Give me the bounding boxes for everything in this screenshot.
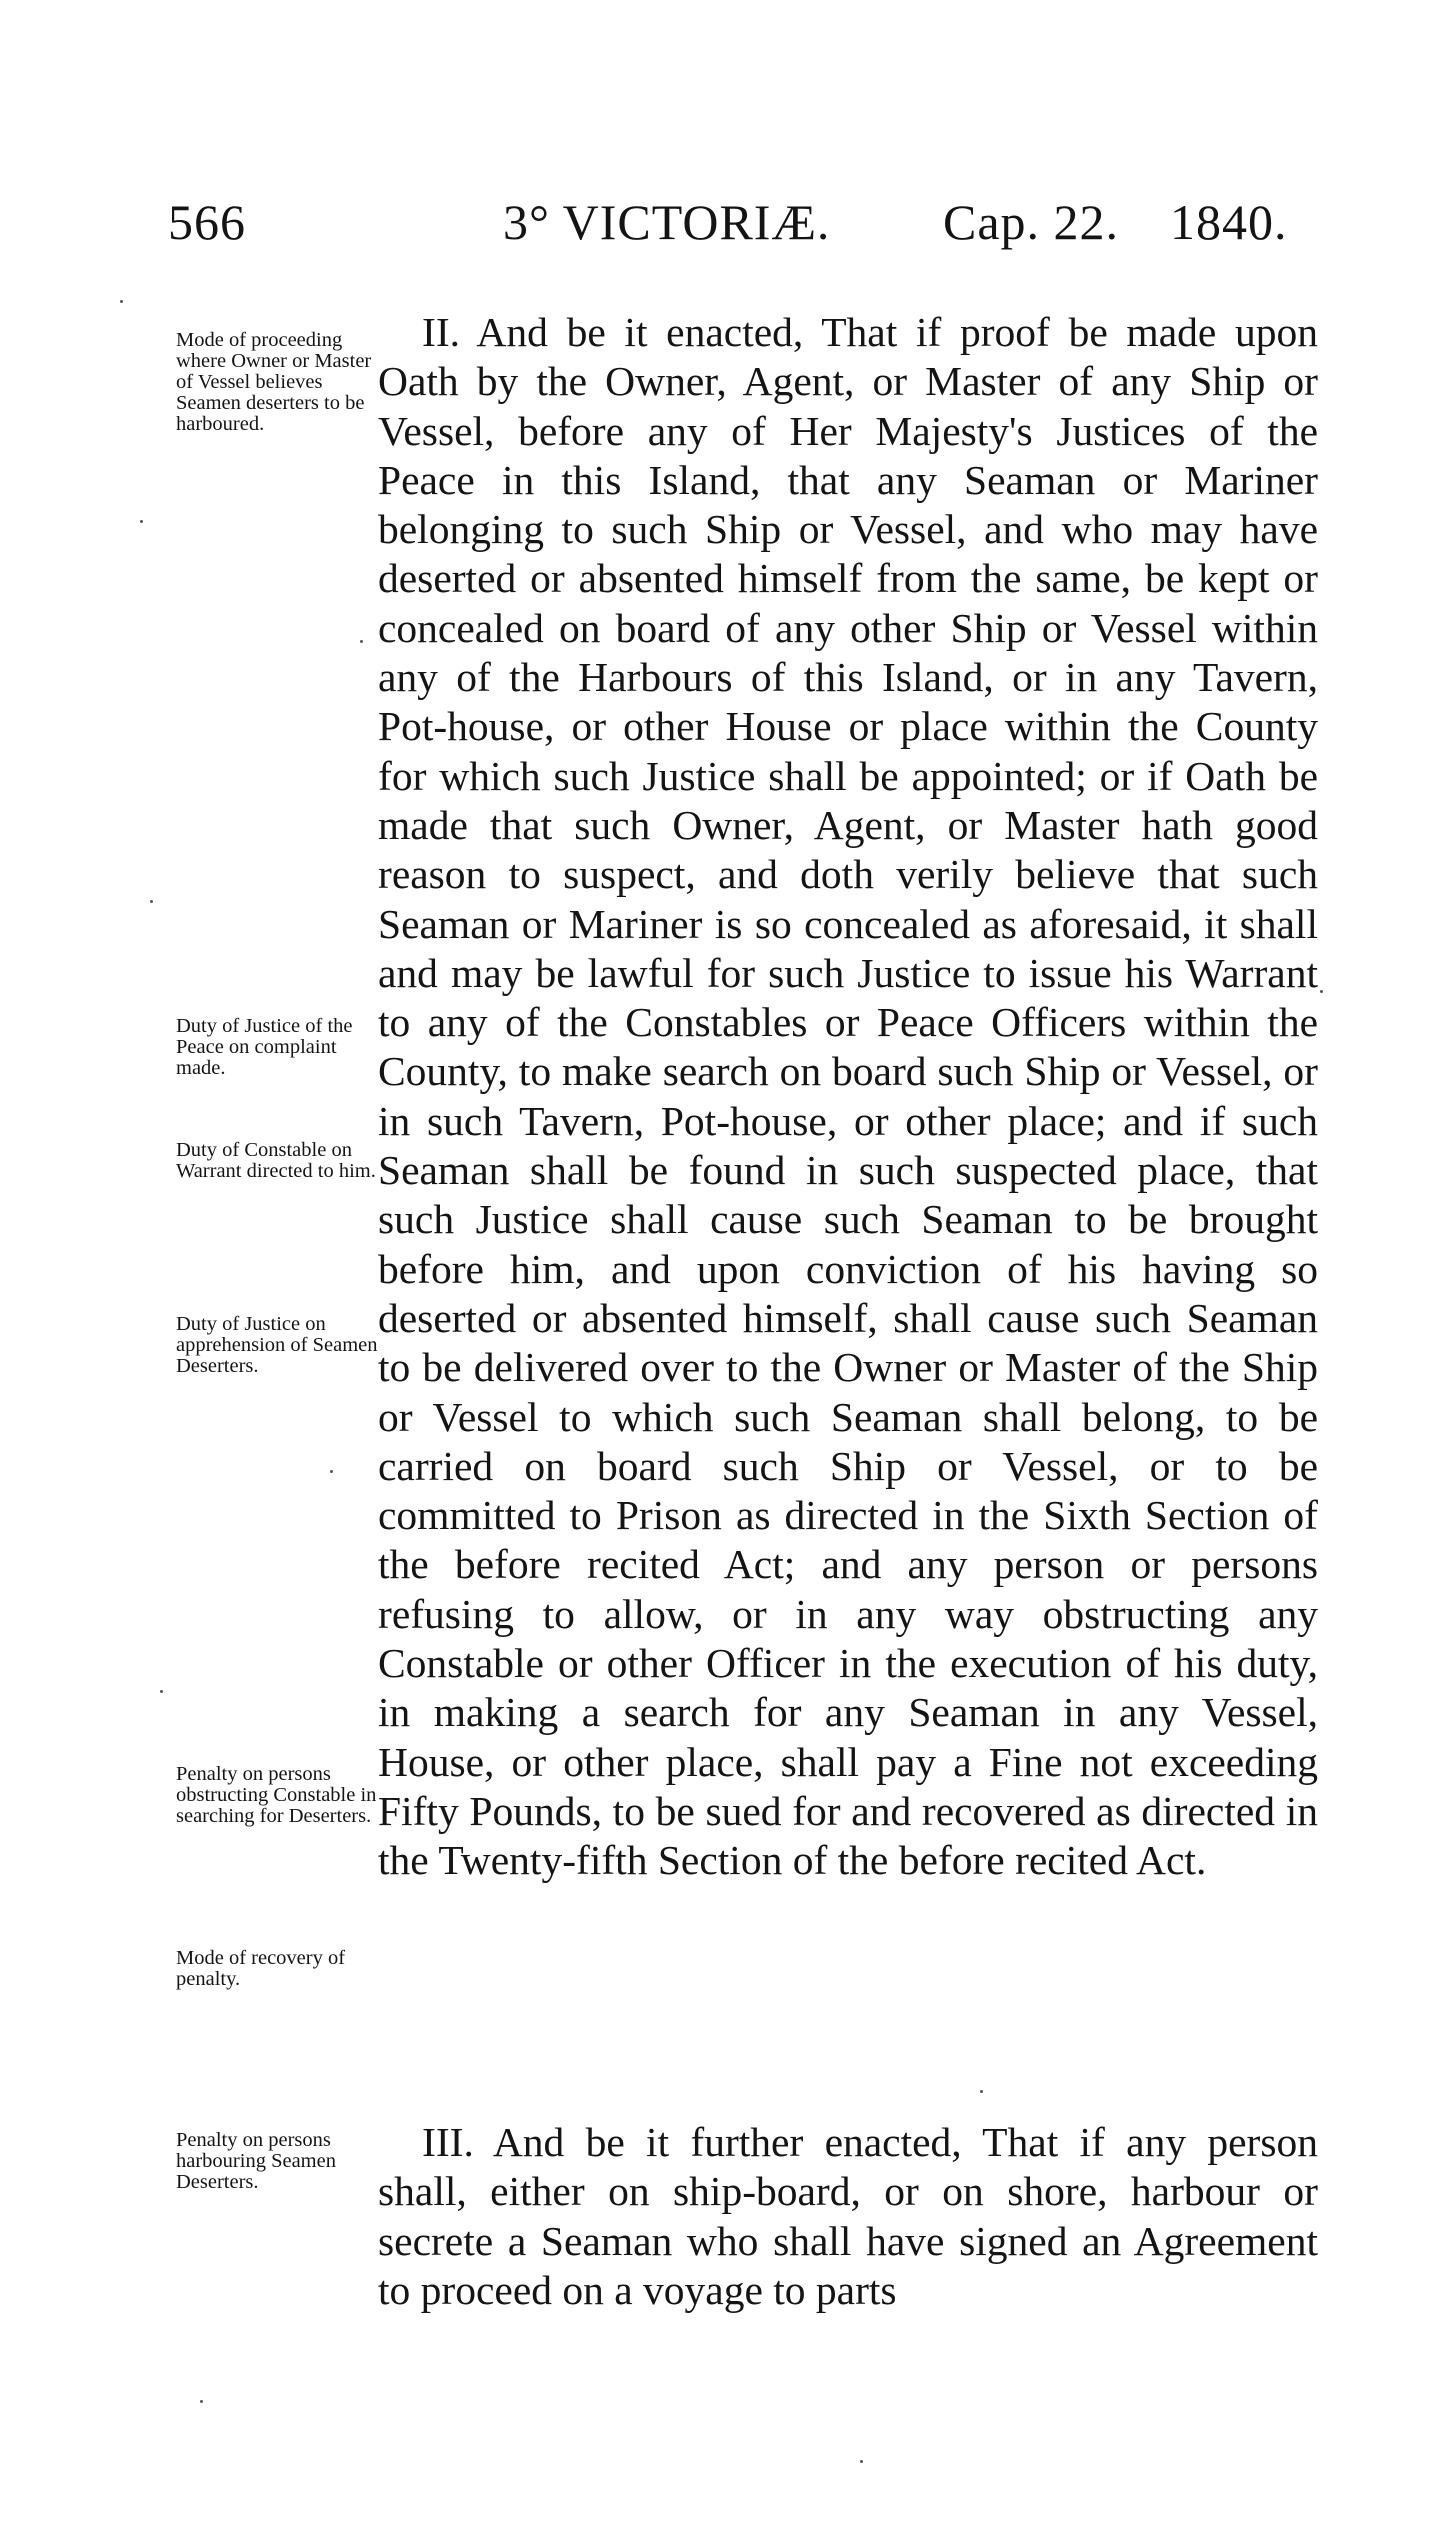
running-head <box>168 192 1298 262</box>
scan-speck <box>200 2400 203 2403</box>
margin-note-mode-of-proceeding: Mode of proceeding where Owner or Master of Vessel believes Seamen deserters to be harboured. <box>176 329 372 435</box>
year: 1840. <box>1170 194 1288 250</box>
margin-note-penalty-harbouring: Penalty on persons harbouring Seamen Deserters. <box>176 2129 336 2193</box>
scan-speck <box>980 2090 983 2093</box>
chapter-number: Cap. 22. <box>943 194 1120 250</box>
margin-note-duty-of-constable: Duty of Constable on Warrant directed to him. <box>176 1139 376 1182</box>
section-2-paragraph <box>378 308 1318 1886</box>
section-2-text: II. And be it enacted, That if proof be made upon Oath by the Owner, Agent, or Master of any Ship or Vessel, before any of Her Majesty's Justices of the Peace in this Island, that any Seaman or Mariner belonging to such Ship or Vessel, and who may have deserted or absented himself from the same, be kept or concealed on board of any other Ship or Vessel within any of the Harbours of this Island, or in any Tavern, Pot-house, or other House or place within the County for which such Justice shall be appointed; or if Oath be made that such Owner, Agent, or Master hath good reason to suspect, and doth verily believe that such Seaman or Mariner is so concealed as aforesaid, it shall and may be lawful for such Justice to issue his Warrant to any of the Constables or Peace Officers within the County, to make search on board such Ship or Vessel, or in such Tavern, Pot-house, or other place; and if such Seaman shall be found in such suspected place, that such Justice shall cause such Seaman to be brought before him, and upon conviction of his having so deserted or absented himself, shall cause such Seaman to be delivered over to the Owner or Master of the Ship or Vessel to which such Seaman shall belong, to be carried on board such Ship or Vessel, or to be committed to Prison as directed in the Sixth Section of the before recited Act; and any person or persons refusing to allow, or in any way obstructing any Constable or other Officer in the execution of his duty, in making a search for any Seaman in any Vessel, House, or other place, shall pay a Fine not exceeding Fifty Pounds, to be sued for and recovered as directed in the Twenty-fifth Section of the before recited Act. <box>378 309 1318 1884</box>
scan-speck <box>120 300 123 303</box>
margin-note-duty-of-justice-apprehension: Duty of Justice on apprehension of Seamen Deserters. <box>176 1313 378 1377</box>
scan-speck <box>860 2460 863 2463</box>
scan-speck <box>140 520 143 523</box>
scan-speck <box>360 640 363 643</box>
margin-note-penalty-obstructing: Penalty on persons obstructing Constable in searching for Deserters. <box>176 1763 377 1827</box>
section-3-paragraph <box>378 2118 1318 2315</box>
page-number: 566 <box>168 194 246 250</box>
scan-speck <box>330 1470 333 1473</box>
scan-speck <box>150 900 153 903</box>
margin-note-mode-of-recovery: Mode of recovery of penalty. <box>176 1947 346 1990</box>
scan-speck <box>1320 990 1323 993</box>
scan-speck <box>160 1690 163 1693</box>
margin-note-duty-of-justice-complaint: Duty of Justice of the Peace on complaint made. <box>176 1015 353 1079</box>
section-3-text: III. And be it further enacted, That if any person shall, either on ship-board, or on shore, harbour or secrete a Seaman who shall have signed an Agreement to proceed on a voyage to parts <box>378 2119 1318 2313</box>
running-title: 3° VICTORIÆ. <box>503 194 831 250</box>
